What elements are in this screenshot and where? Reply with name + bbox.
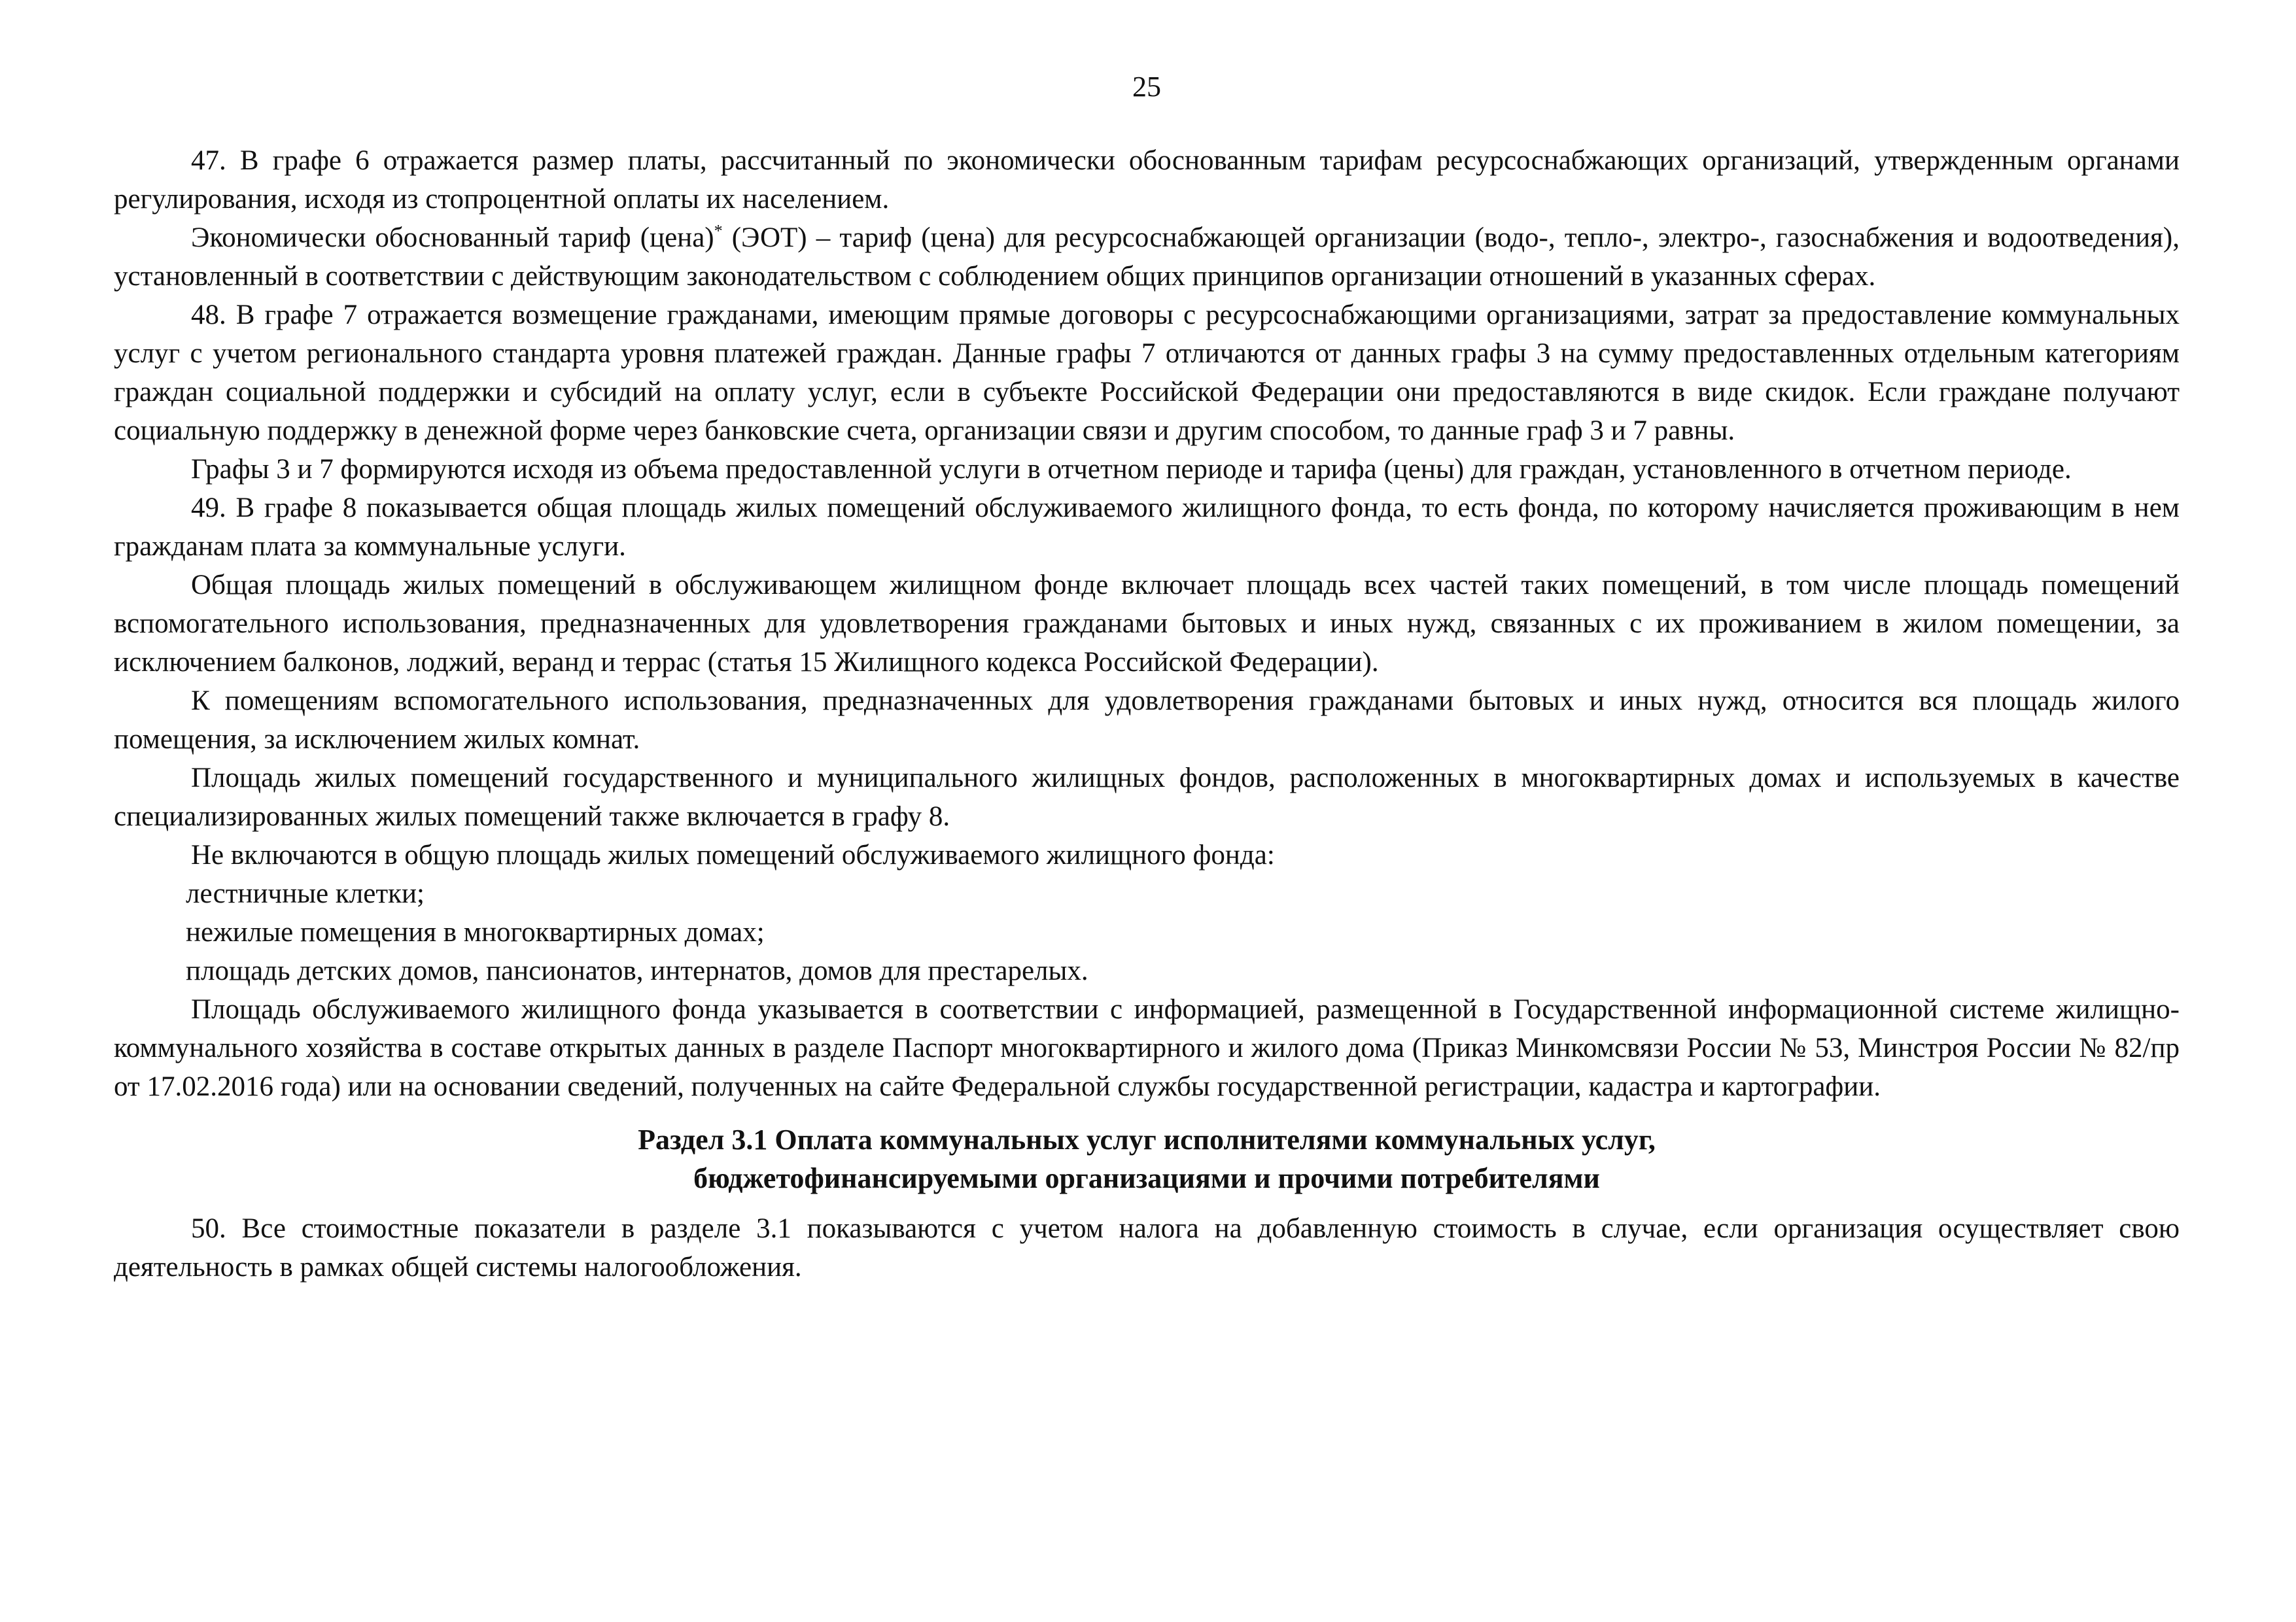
section-title-line-2: бюджетофинансируемыми организациями и прочими потребителями (693, 1162, 1600, 1194)
eot-text-end: (ЭОТ) – тариф (цена) для ресурсоснабжающей организации (водо-, тепло-, электро-, газоснабжения и водоотведения), установленный в соответствии с действующим законодательством с соблюдением общих принципов организации отношений в указанных сферах. (114, 222, 2180, 292)
section-title (114, 1120, 2180, 1198)
page-number: 25 (1132, 71, 1161, 103)
paragraph-auxiliary-premises: К помещениям вспомогательного использования, предназначенных для удовлетворения гражданами бытовых и иных нужд, относится вся площадь жилого помещения, за исключением жилых комнат. (114, 685, 2180, 755)
list-item: лестничные клетки; (186, 878, 425, 909)
list-item: площадь детских домов, пансионатов, интернатов, домов для престарелых. (186, 956, 1088, 986)
paragraph-graphs-3-7: Графы 3 и 7 формируются исходя из объема предоставленной услуги в отчетном периоде и тарифа (цены) для граждан, установленного в отчетном периоде. (191, 454, 2072, 485)
section-title-line-1: Раздел 3.1 Оплата коммунальных услуг исполнителями коммунальных услуг, (638, 1124, 1656, 1156)
paragraph-48: 48. В графе 7 отражается возмещение гражданами, имеющим прямые договоры с ресурсоснабжающими организациями, затрат за предоставление коммунальных услуг с учетом регионального стандарта уровня платежей граждан. Данные графы 7 отличаются от данных графы 3 на сумму предоставленных отдельным категориям граждан социальной поддержки и субсидий на оплату услуг, если в субъекте Российской Федерации они предоставляются в виде скидок. Если граждане получают социальную поддержку в денежной форме через банковские счета, организации связи и другим способом, то данные граф 3 и 7 равны. (114, 300, 2180, 446)
document-body (114, 141, 2180, 1286)
paragraph-area-source: Площадь обслуживаемого жилищного фонда указывается в соответствии с информацией, размещенной в Государственной информационной системе жилищно-коммунального хозяйства в составе открытых данных в разделе Паспорт многоквартирного и жилого дома (Приказ Минкомсвязи России № 53, Минстроя России № 82/пр от 17.02.2016 года) или на основании сведений, полученных на сайте Федеральной службы государственной регистрации, кадастра и картографии. (114, 994, 2180, 1102)
paragraph-50: 50. Все стоимостные показатели в разделе 3.1 показываются с учетом налога на добавленную стоимость в случае, если организация осуществляет свою деятельность в рамках общей системы налогообложения. (114, 1213, 2180, 1283)
paragraph-exclusions-intro: Не включаются в общую площадь жилых помещений обслуживаемого жилищного фонда: (191, 840, 1275, 871)
eot-text-start: Экономически обоснованный тариф (цена) (191, 222, 714, 253)
paragraph-49: 49. В графе 8 показывается общая площадь жилых помещений обслуживаемого жилищного фонда, то есть фонда, по которому начисляется проживающим в нем гражданам плата за коммунальные услуги. (114, 492, 2180, 562)
list-item: нежилые помещения в многоквартирных домах; (186, 917, 765, 948)
paragraph-eot-definition (114, 218, 2180, 296)
paragraph-47: 47. В графе 6 отражается размер платы, рассчитанный по экономически обоснованным тарифам ресурсоснабжающих организаций, утвержденным органами регулирования, исходя из стопроцентной оплаты их населением. (114, 145, 2180, 215)
paragraph-specialized-premises: Площадь жилых помещений государственного и муниципального жилищных фондов, расположенных в многоквартирных домах и используемых в качестве специализированных жилых помещений также включается в графу 8. (114, 763, 2180, 832)
paragraph-total-area: Общая площадь жилых помещений в обслуживающем жилищном фонде включает площадь всех частей таких помещений, в том числе площадь помещений вспомогательного использования, предназначенных для удовлетворения гражданами бытовых и иных нужд, связанных с их проживанием в жилом помещении, за исключением балконов, лоджий, веранд и террас (статья 15 Жилищного кодекса Российской Федерации). (114, 570, 2180, 678)
footnote-marker: * (714, 221, 723, 241)
